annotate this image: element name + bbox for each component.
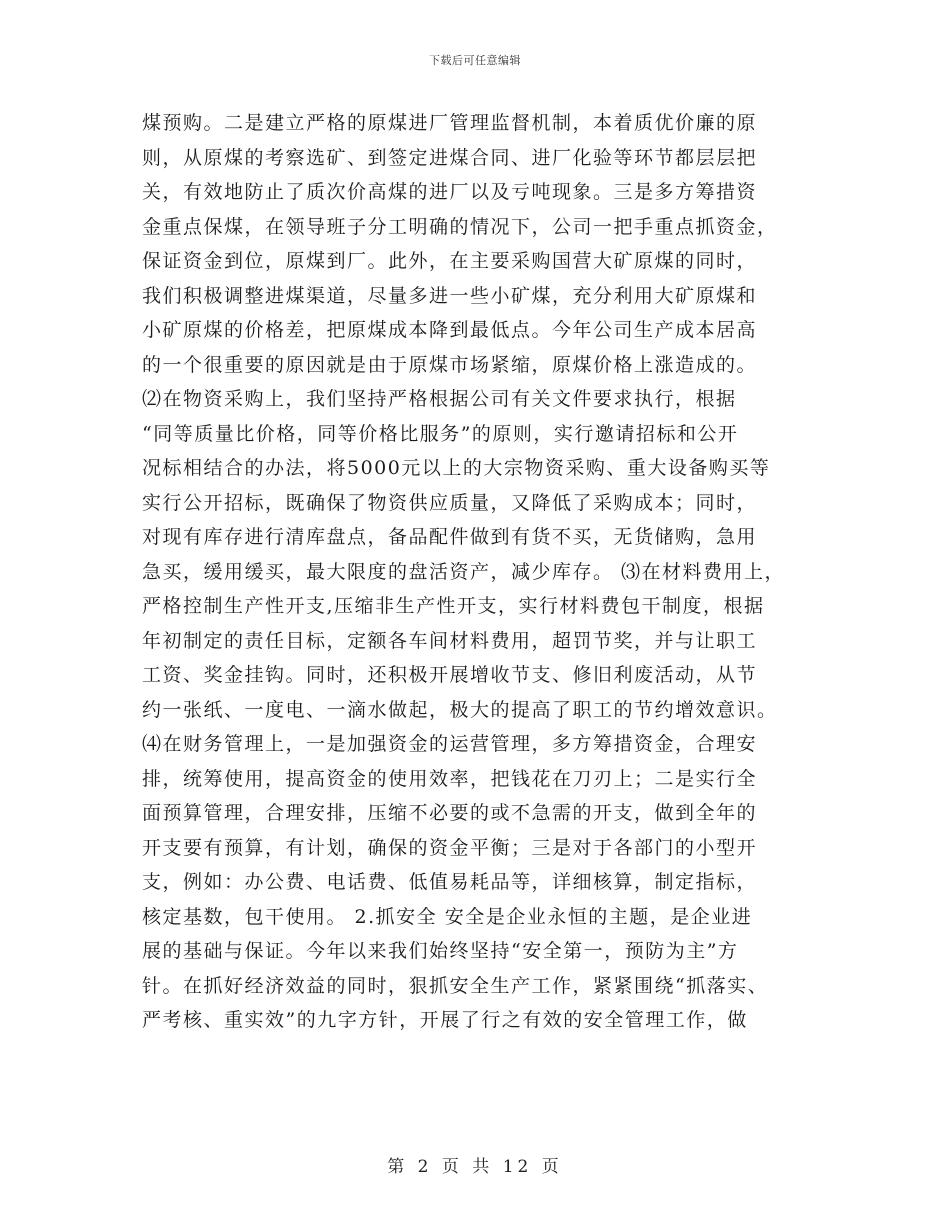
page-number: 第 2 页 共 12 页 — [387, 1157, 563, 1177]
text-line: “同等质量比价格，同等价格比服务”的原则，实行邀请招标和公开 — [142, 422, 739, 445]
text-line: 严考核、重实效”的九字方针，开展了行之有效的安全管理工作，做 — [142, 1009, 748, 1031]
text-line: 排，统筹使用，提高资金的使用效率，把钱花在刀刃上；二是实行全 — [142, 767, 758, 790]
text-line: 保证资金到位，原煤到厂。此外，在主要采购国营大矿原煤的同时， — [142, 250, 758, 272]
text-line: 的一个很重要的原因就是由于原煤市场紧缩，原煤价格上涨造成的。 — [142, 353, 758, 376]
text-line: 实行公开招标，既确保了物资供应质量，又降低了采购成本；同时， — [142, 491, 758, 514]
body-text — [142, 106, 822, 1038]
text-line: 年初制定的责任目标，定额各车间材料费用，超罚节奖，并与让职工 — [142, 629, 758, 652]
text-line: ⑵在物资采购上，我们坚持严格根据公司有关文件要求执行，根据 — [142, 388, 737, 410]
text-line: 关，有效地防止了质次价高煤的进厂以及亏吨现象。三是多方筹措资 — [142, 181, 758, 203]
text-line: 对现有库存进行清库盘点，备品配件做到有货不买，无货储购，急用 — [142, 526, 758, 548]
text-line: 约一张纸、一度电、一滴水做起，极大的提高了职工的节约增效意识。 — [142, 698, 778, 721]
text-line: 则，从原煤的考察选矿、到签定进煤合同、进厂化验等环节都层层把 — [142, 146, 758, 169]
text-line: 支，例如：办公费、电话费、低值易耗品等，详细核算，制定指标， — [142, 871, 758, 893]
text-line: 况标相结合的办法，将5000元以上的大宗物资采购、重大设备购买等 — [142, 457, 771, 479]
text-line: 展的基础与保证。今年以来我们始终坚持“安全第一，预防为主”方 — [142, 940, 739, 962]
text-line: ⑷在财务管理上，一是加强资金的运营管理，多方筹措资金，合理安 — [142, 733, 758, 755]
text-line: 针。在抓好经济效益的同时，狠抓安全生产工作，紧紧围绕“抓落实、 — [142, 974, 769, 997]
text-line: 我们积极调整进煤渠道，尽量多进一些小矿煤，充分利用大矿原煤和 — [142, 284, 758, 307]
text-line: 急买，缓用缓买，最大限度的盘活资产，减少库存。 ⑶在材料费用上， — [142, 560, 786, 583]
text-line: 煤预购。二是建立严格的原煤进厂管理监督机制，本着质优价廉的原 — [142, 112, 758, 134]
text-line: 小矿原煤的价格差，把原煤成本降到最低点。今年公司生产成本居高 — [142, 319, 758, 341]
text-line: 工资、奖金挂钩。同时，还积极开展增收节支、修旧利废活动，从节 — [142, 664, 758, 686]
text-line: 面预算管理，合理安排，压缩不必要的或不急需的开支，做到全年的 — [142, 802, 758, 824]
text-line: 核定基数，包干使用。 2.抓安全 安全是企业永恒的主题，是企业进 — [142, 905, 753, 928]
page-header: 下载后可任意编辑 — [429, 54, 521, 67]
text-line: 严格控制生产性开支,压缩非生产性开支，实行材料费包干制度，根据 — [142, 595, 765, 617]
text-line: 开支要有预算，有计划，确保的资金平衡；三是对于各部门的小型开 — [142, 836, 758, 859]
text-line: 金重点保煤，在领导班子分工明确的情况下，公司一把手重点抓资金， — [142, 215, 778, 238]
